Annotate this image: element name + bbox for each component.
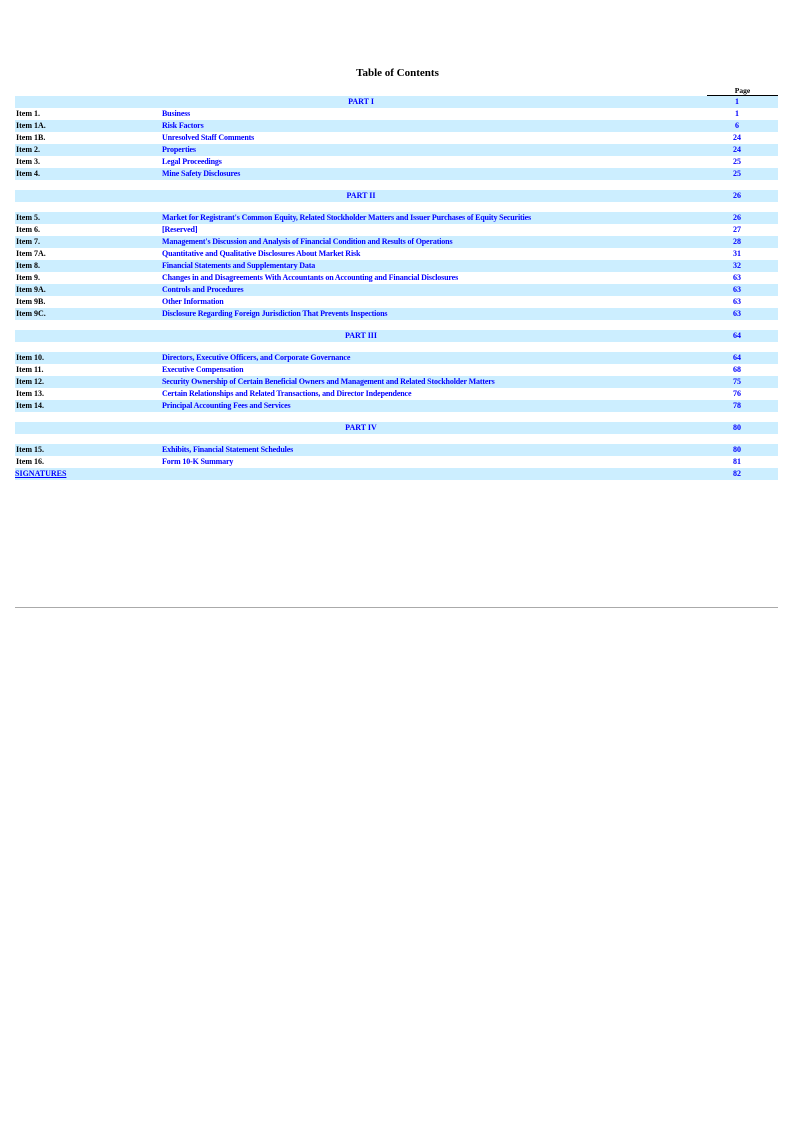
item-page-number[interactable]: 25 — [733, 169, 741, 178]
item-title-link[interactable]: Controls and Procedures — [162, 285, 244, 294]
item-number: Item 7. — [16, 237, 40, 246]
part-heading-link[interactable]: PART I — [348, 97, 374, 106]
item-number: Item 1A. — [16, 121, 46, 130]
item-number: Item 2. — [16, 145, 40, 154]
item-title-link[interactable]: Management's Discussion and Analysis of Financial Condition and Results of Operations — [162, 237, 453, 246]
item-number: Item 16. — [16, 457, 44, 466]
item-number: Item 15. — [16, 445, 44, 454]
item-number: Item 1B. — [16, 133, 46, 142]
item-title-link[interactable]: Risk Factors — [162, 121, 204, 130]
item-title-link[interactable]: Properties — [162, 145, 196, 154]
item-page-number[interactable]: 31 — [733, 249, 741, 258]
item-number: Item 14. — [16, 401, 44, 410]
signatures-link[interactable]: SIGNATURES — [15, 469, 67, 478]
toc-row — [15, 168, 778, 180]
item-title-link[interactable]: Quantitative and Qualitative Disclosures About Market Risk — [162, 249, 361, 258]
item-title-link[interactable]: Directors, Executive Officers, and Corporate Governance — [162, 353, 351, 362]
item-title-link[interactable]: [Reserved] — [162, 225, 198, 234]
item-page-number[interactable]: 80 — [733, 445, 741, 454]
part-heading-row — [15, 96, 778, 108]
page-title: Table of Contents — [356, 67, 439, 79]
item-title-link[interactable]: Mine Safety Disclosures — [162, 169, 241, 178]
toc-row — [15, 144, 778, 156]
item-page-number[interactable]: 76 — [733, 389, 741, 398]
item-page-number[interactable]: 28 — [733, 237, 741, 246]
item-number: Item 8. — [16, 261, 40, 270]
item-title-link[interactable]: Changes in and Disagreements With Accountants on Accounting and Financial Disclosures — [162, 273, 459, 282]
part-heading-link[interactable]: PART III — [344, 331, 378, 340]
item-title-link[interactable]: Certain Relationships and Related Transactions, and Director Independence — [162, 389, 412, 398]
toc-row — [15, 132, 778, 144]
item-number: Item 5. — [16, 213, 40, 222]
item-title-link[interactable]: Other Information — [162, 297, 224, 306]
toc-row — [15, 364, 778, 376]
item-title-link[interactable]: Unresolved Staff Comments — [162, 133, 255, 142]
spacer-row — [15, 320, 778, 330]
item-number: Item 4. — [16, 169, 40, 178]
item-page-number[interactable]: 1 — [735, 109, 739, 118]
item-page-number[interactable]: 63 — [733, 285, 741, 294]
toc-row — [15, 236, 778, 248]
item-number: Item 9. — [16, 273, 40, 282]
item-number: Item 10. — [16, 353, 44, 362]
part-page-number[interactable]: 64 — [733, 331, 741, 340]
item-number: Item 11. — [16, 365, 44, 374]
item-title-link[interactable]: Executive Compensation — [162, 365, 244, 374]
spacer-row — [15, 180, 778, 190]
item-number: Item 12. — [16, 377, 44, 386]
item-number: Item 1. — [16, 109, 40, 118]
signatures-row — [15, 468, 778, 480]
item-title-link[interactable]: Business — [162, 109, 191, 118]
item-number: Item 6. — [16, 225, 40, 234]
part-heading-row — [15, 422, 778, 434]
item-page-number[interactable]: 32 — [733, 261, 741, 270]
toc-row — [15, 260, 778, 272]
item-page-number[interactable]: 75 — [733, 377, 741, 386]
toc-row — [15, 400, 778, 412]
item-number: Item 3. — [16, 157, 40, 166]
item-title-link[interactable]: Form 10-K Summary — [162, 457, 234, 466]
toc-row — [15, 272, 778, 284]
item-title-link[interactable]: Security Ownership of Certain Beneficial Owners and Management and Related Stockholder Matters — [162, 377, 495, 386]
item-page-number[interactable]: 25 — [733, 157, 741, 166]
item-page-number[interactable]: 64 — [733, 353, 741, 362]
item-page-number[interactable]: 24 — [733, 145, 741, 154]
item-number: Item 13. — [16, 389, 44, 398]
item-number: Item 9A. — [16, 285, 46, 294]
toc-row — [15, 108, 778, 120]
table-of-contents — [15, 96, 778, 480]
item-title-link[interactable]: Legal Proceedings — [162, 157, 222, 166]
toc-row — [15, 352, 778, 364]
spacer-row — [15, 434, 778, 444]
page-divider — [15, 607, 778, 608]
item-title-link[interactable]: Principal Accounting Fees and Services — [162, 401, 291, 410]
item-page-number[interactable]: 26 — [733, 213, 741, 222]
part-heading-row — [15, 330, 778, 342]
toc-row — [15, 248, 778, 260]
part-page-number[interactable]: 80 — [733, 423, 741, 432]
item-page-number[interactable]: 27 — [733, 225, 741, 234]
toc-row — [15, 156, 778, 168]
toc-row — [15, 388, 778, 400]
toc-row — [15, 224, 778, 236]
page-column-header: Page — [707, 87, 778, 96]
toc-row — [15, 120, 778, 132]
item-number: Item 7A. — [16, 249, 46, 258]
item-page-number[interactable]: 63 — [733, 297, 741, 306]
item-number: Item 9C. — [16, 309, 46, 318]
toc-row — [15, 444, 778, 456]
spacer-row — [15, 342, 778, 352]
item-page-number[interactable]: 63 — [733, 309, 741, 318]
spacer-row — [15, 202, 778, 212]
part-heading-link[interactable]: PART II — [346, 191, 376, 200]
item-page-number[interactable]: 6 — [735, 121, 739, 130]
item-page-number[interactable]: 78 — [733, 401, 741, 410]
item-title-link[interactable]: Market for Registrant's Common Equity, Related Stockholder Matters and Issuer Purchases of Equity Securities — [162, 213, 531, 222]
toc-row — [15, 376, 778, 388]
item-number: Item 9B. — [16, 297, 46, 306]
part-page-number[interactable]: 26 — [733, 191, 741, 200]
toc-row — [15, 284, 778, 296]
spacer-row — [15, 412, 778, 422]
toc-row — [15, 212, 778, 224]
part-heading-row — [15, 190, 778, 202]
item-page-number[interactable]: 24 — [733, 133, 741, 142]
item-title-link[interactable]: Disclosure Regarding Foreign Jurisdiction That Prevents Inspections — [162, 309, 388, 318]
item-title-link[interactable]: Exhibits, Financial Statement Schedules — [162, 445, 294, 454]
toc-row — [15, 308, 778, 320]
item-page-number[interactable]: 63 — [733, 273, 741, 282]
signatures-page-number[interactable]: 82 — [733, 469, 741, 478]
part-page-number[interactable]: 1 — [735, 97, 739, 106]
toc-row — [15, 456, 778, 468]
part-heading-link[interactable]: PART IV — [345, 423, 377, 432]
item-title-link[interactable]: Financial Statements and Supplementary Data — [162, 261, 316, 270]
item-page-number[interactable]: 81 — [733, 457, 741, 466]
item-page-number[interactable]: 68 — [733, 365, 741, 374]
toc-row — [15, 296, 778, 308]
